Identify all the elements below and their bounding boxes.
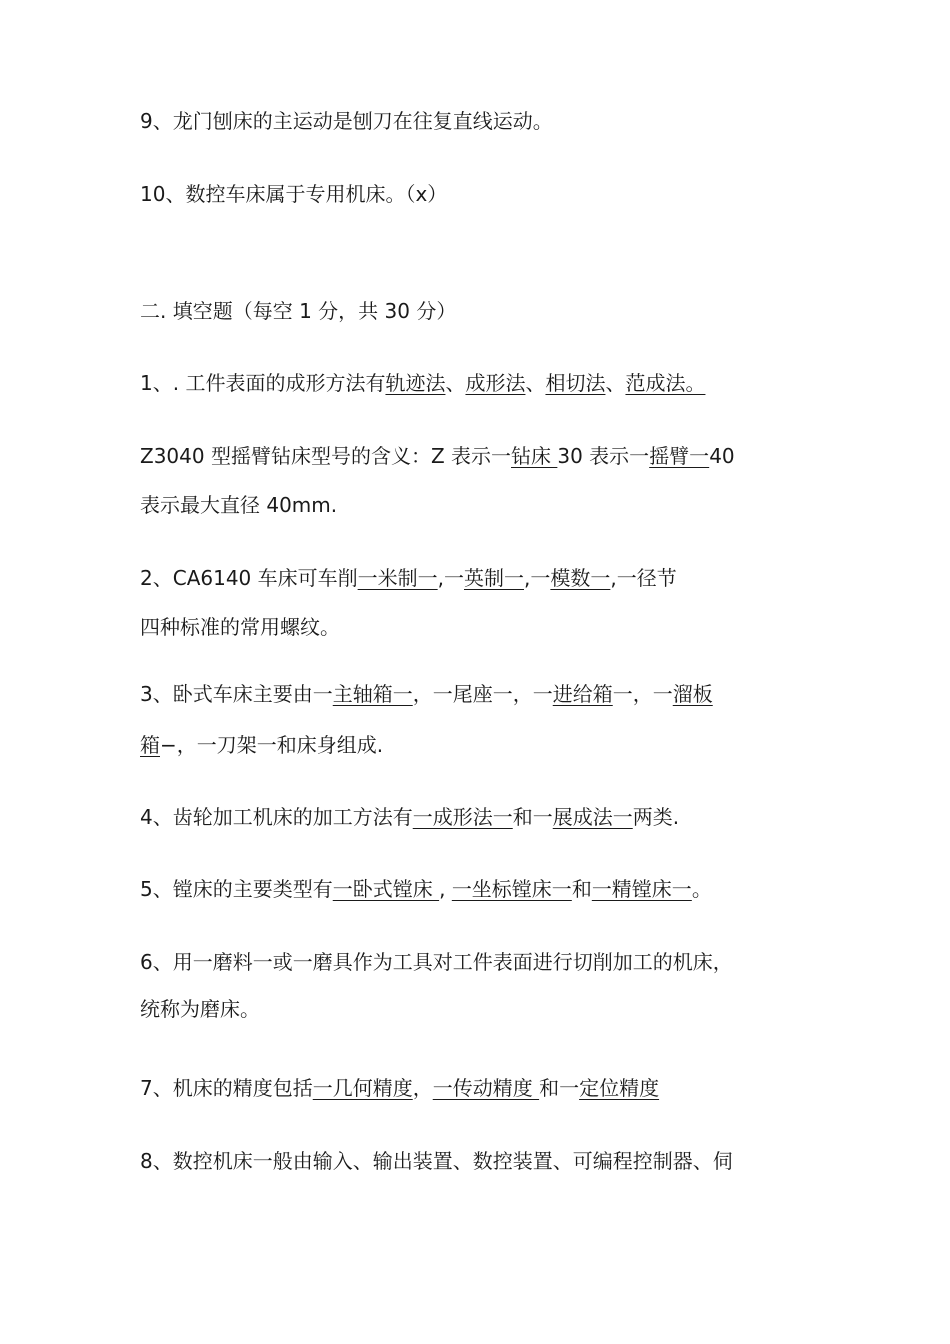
text-segment: ， [412,1076,433,1100]
answer-blank: 一精镗床一 [591,877,692,901]
fill-item-z3040-line1 [140,443,735,469]
fill-item-3-line1 [140,681,713,707]
text-segment: 表示最大直径 40mm. [140,493,338,517]
answer-blank: 模数一 [550,566,611,590]
text-segment: 7、机床的精度包括 [140,1076,313,1100]
answer-blank: 定位精度 [579,1076,660,1100]
text-segment: , [439,877,452,901]
text-segment: −，一刀架一和床身组成. [160,733,384,757]
answer-blank: 主轴箱一 [332,682,413,706]
text-segment: 、 [605,371,626,395]
text-segment: 40 [709,444,735,468]
answer-blank: 一几何精度 [312,1076,413,1100]
text-segment: 2、CA6140 车床可车削 [140,566,358,590]
fill-item-5 [140,876,712,902]
text-segment: ,一 [437,566,464,590]
text-segment: 4、齿轮加工机床的加工方法有 [140,805,413,829]
answer-blank: 进给箱 [552,682,613,706]
text-segment: ,一 [524,566,551,590]
fill-item-7 [140,1075,659,1101]
text-segment: 和一 [539,1076,580,1100]
answer-blank: 钻床 [511,444,558,468]
text-segment: 30 表示一 [557,444,650,468]
text-segment: 两类. [632,805,680,829]
fill-item-6-line1 [140,949,733,975]
answer-blank: 一卧式镗床 [332,877,440,901]
fill-item-4 [140,804,679,830]
fill-item-8 [140,1148,733,1174]
section-heading-fill-in-blank [140,298,456,324]
text-segment: 统称为磨床。 [140,997,260,1021]
answer-blank: 一传动精度 [432,1076,540,1100]
fill-item-6-line2 [140,996,260,1022]
judgment-item-9 [140,108,553,134]
text-segment: 四种标准的常用螺纹。 [140,615,340,639]
answer-blank: 一成形法一 [412,805,513,829]
fill-item-2-line1 [140,565,677,591]
text-segment: 、 [445,371,466,395]
answer-blank: 摇臂一 [649,444,710,468]
text-segment: ,一径节 [610,566,677,590]
answer-blank: 展成法一 [552,805,633,829]
text-segment: 。 [691,877,712,901]
answer-blank: 轨迹法 [385,371,446,395]
answer-blank: 相切法 [545,371,606,395]
text-segment: 5、镗床的主要类型有 [140,877,333,901]
text-segment: 8、数控机床一般由输入、输出装置、数控装置、可编程控制器、伺 [140,1149,733,1173]
text-segment: ，一尾座一，一 [412,682,553,706]
fill-item-z3040-line2 [140,492,337,518]
answer-blank: 范成法。 [625,371,706,395]
text-segment: 10、数控车床属于专用机床。（x） [140,182,448,206]
answer-blank: 英制一 [464,566,524,590]
text-segment: Z3040 型摇臂钻床型号的含义：Z 表示一 [140,444,512,468]
fill-item-2-line2 [140,614,340,640]
answer-blank: 一坐标镗床一 [451,877,572,901]
text-segment: 、 [525,371,546,395]
text-segment: 和一 [512,805,553,829]
text-segment: 一，一 [612,682,673,706]
text-segment: 6、用一磨料一或一磨具作为工具对工件表面进行切削加工的机床， [140,950,733,974]
answer-blank: 成形法 [465,371,526,395]
text-segment: 和 [571,877,592,901]
judgment-item-10 [140,181,447,207]
text-segment: 1、. 工件表面的成形方法有 [140,371,386,395]
text-segment: 二. 填空题（每空 1 分，共 30 分） [140,299,457,323]
fill-item-3-line2 [140,732,383,758]
fill-item-1 [140,370,705,396]
answer-blank: 箱 [140,733,160,757]
text-segment: 9、龙门刨床的主运动是刨刀在往复直线运动。 [140,109,553,133]
text-segment: 3、卧式车床主要由一 [140,682,333,706]
answer-blank: 一米制一 [357,566,438,590]
answer-blank: 溜板 [672,682,713,706]
